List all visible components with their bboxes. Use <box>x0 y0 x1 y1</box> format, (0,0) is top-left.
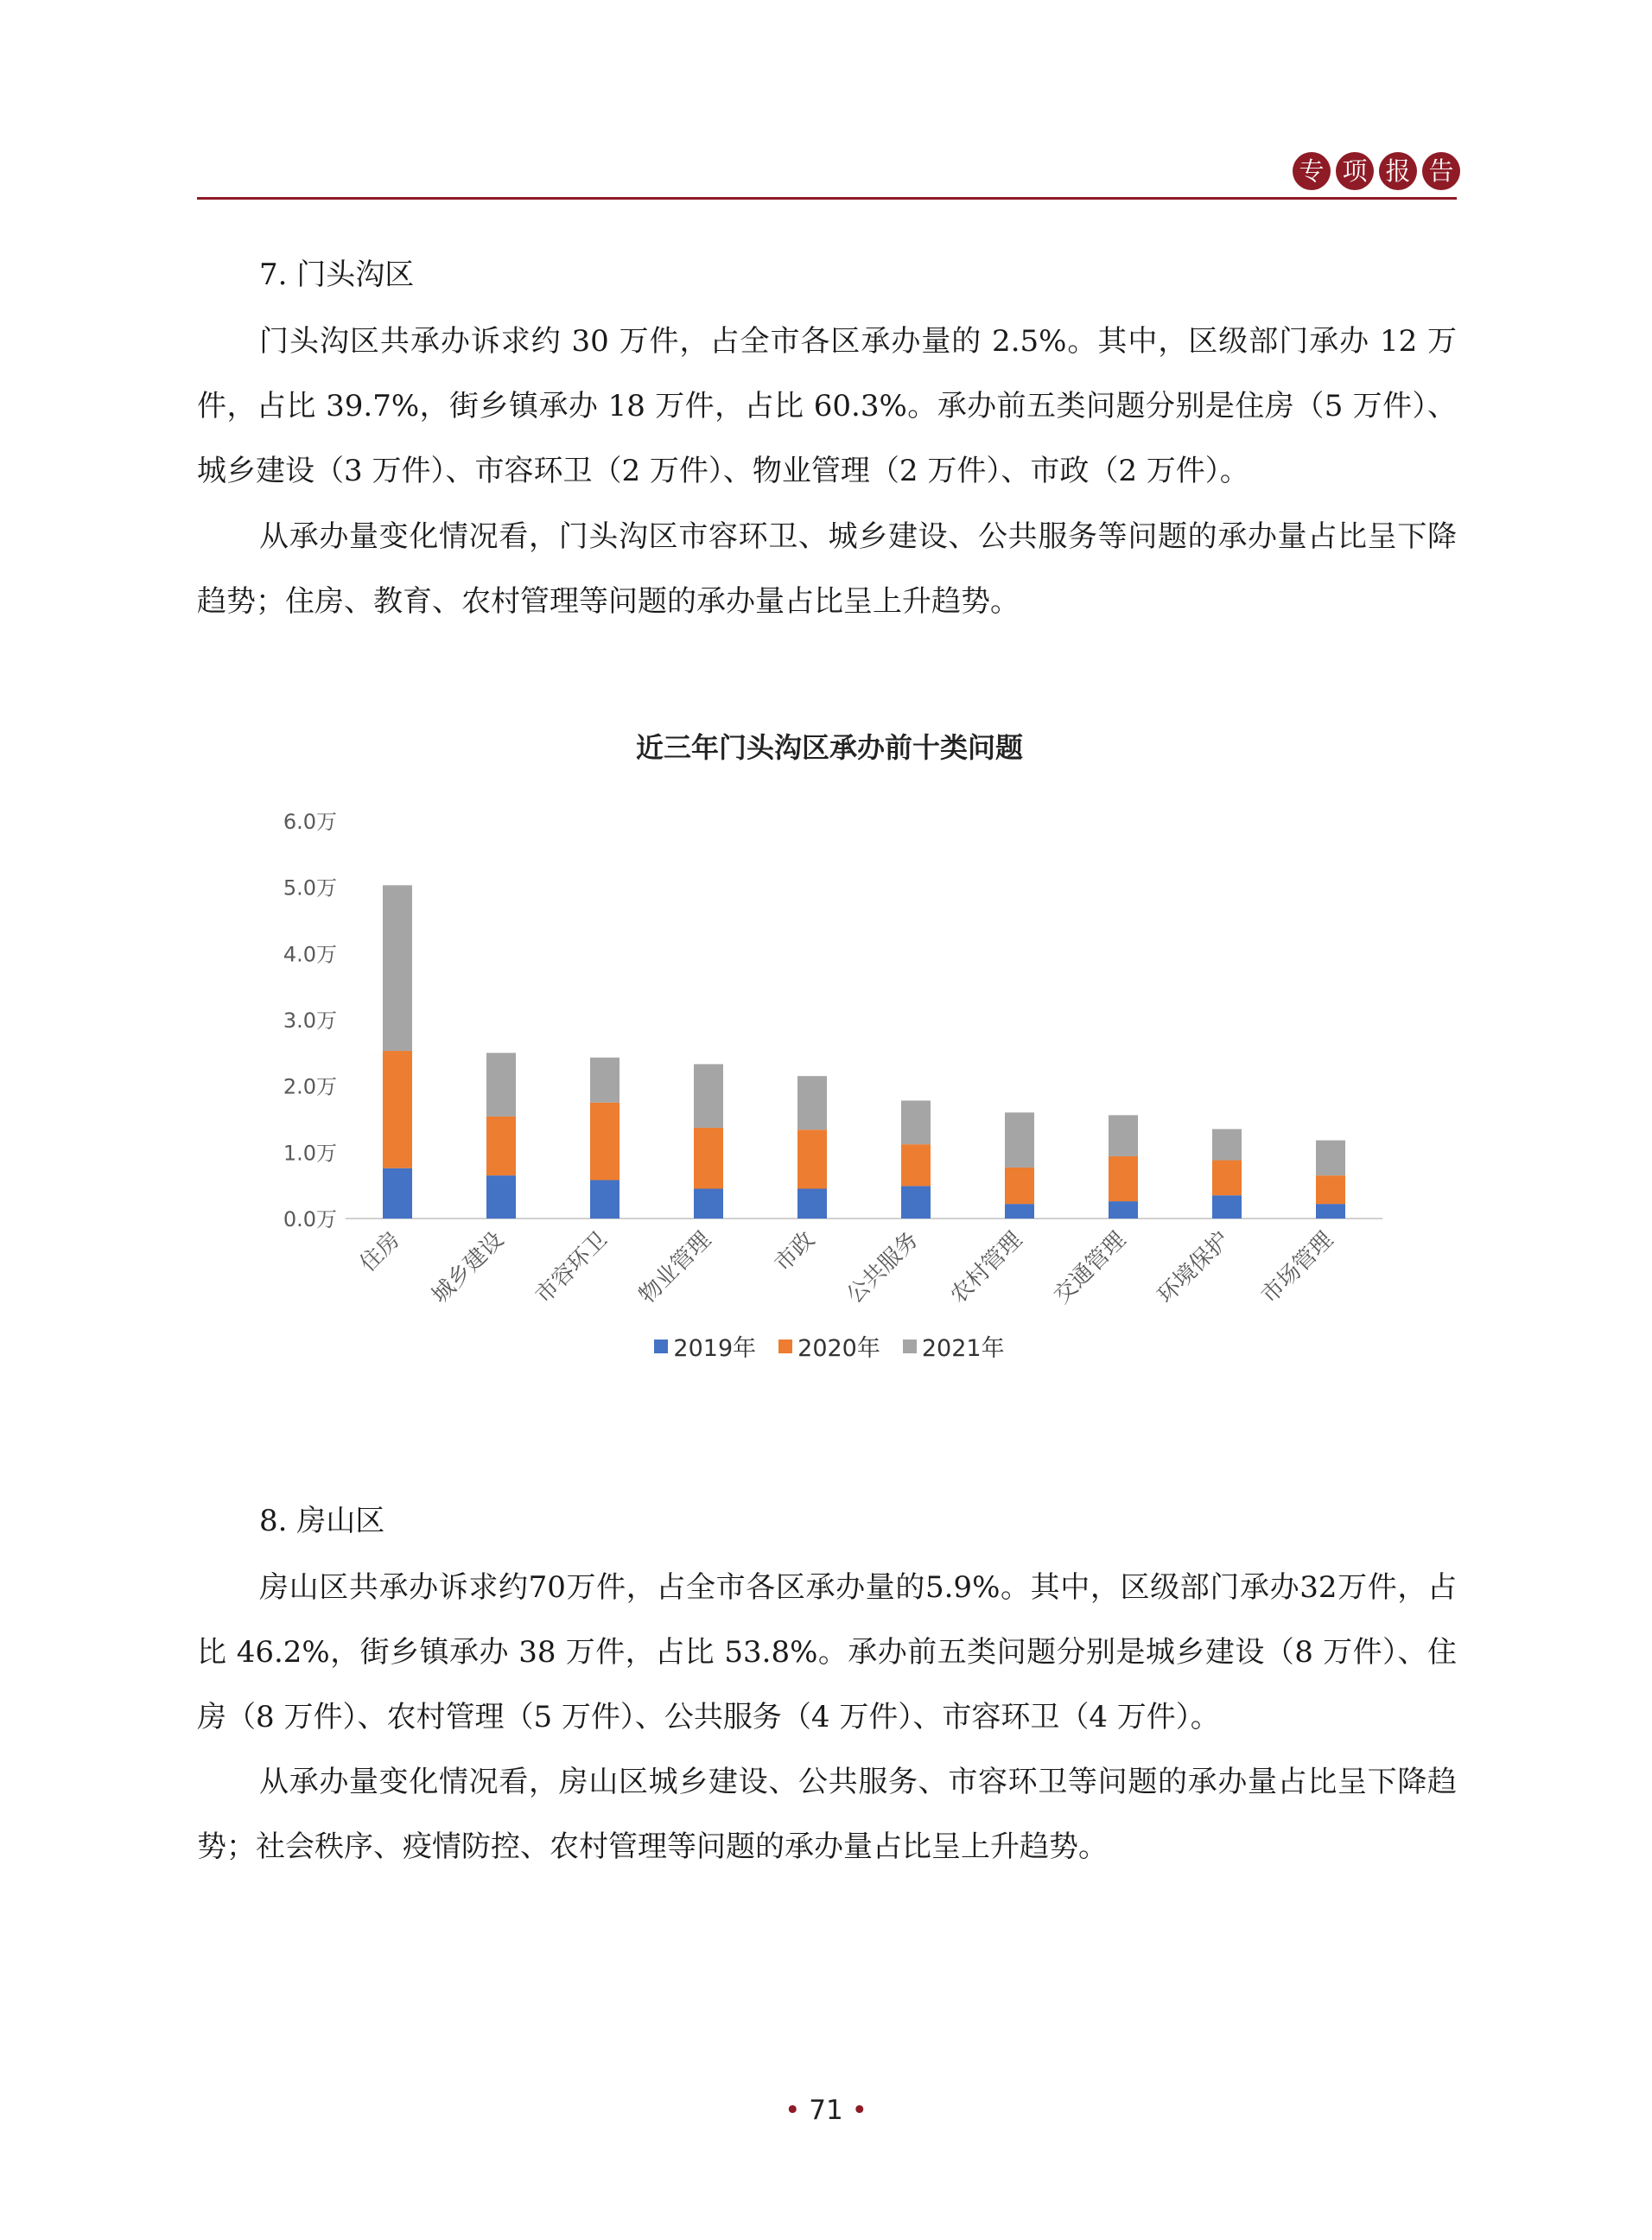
section-badge-char: 专 <box>1293 152 1331 190</box>
section-8-paragraph-1: 房山区共承办诉求约70万件，占全市各区承办量的5.9%。其中，区级部门承办32万件，占比 46.2%，街乡镇承办 38 万件，占比 53.8%。承办前五类问题分别是城乡建设（8 万件）、住房（8 万件）、农村管理（5 万件）、公共服务（4 万件）、市容环卫（4 万件）。 <box>197 1570 1457 1734</box>
x-tick-label: 物业管理 <box>634 1226 716 1309</box>
bar-segment <box>1005 1112 1034 1168</box>
bar-segment <box>1316 1141 1345 1176</box>
y-tick-label: 6.0万 <box>283 810 337 834</box>
y-tick-label: 3.0万 <box>283 1009 337 1033</box>
bar-segment <box>1316 1175 1345 1204</box>
section-7-title: 7. 门头沟区 <box>259 258 415 292</box>
section-badge-char: 项 <box>1336 152 1374 190</box>
bar-segment <box>1109 1201 1138 1219</box>
legend-swatch-2021 <box>903 1340 917 1353</box>
header-rule <box>197 197 1457 200</box>
bar-segment <box>901 1144 931 1186</box>
section-badge-char: 报 <box>1379 152 1417 190</box>
bar-segment <box>590 1103 620 1180</box>
bar-segment <box>1109 1156 1138 1201</box>
legend-label-2021: 2021年 <box>921 1335 1005 1362</box>
page-number-dot-left: • <box>785 2095 801 2126</box>
bar-segment <box>590 1180 620 1219</box>
page-number <box>0 2095 1652 2126</box>
y-tick-label: 2.0万 <box>283 1074 337 1099</box>
y-tick-label: 1.0万 <box>283 1141 337 1166</box>
bar-segment <box>797 1189 827 1219</box>
x-tick-label: 市容环卫 <box>531 1226 613 1309</box>
bar-segment <box>383 1168 412 1219</box>
bar-segment <box>797 1130 827 1188</box>
x-tick-label: 市政 <box>769 1226 820 1277</box>
x-tick-label: 公共服务 <box>842 1226 924 1309</box>
legend-item-2019 <box>654 1329 756 1363</box>
bar-segment <box>694 1128 723 1189</box>
bar-segment <box>694 1189 723 1219</box>
x-tick-label: 环境保护 <box>1153 1226 1235 1309</box>
section-8-title: 8. 房山区 <box>259 1504 385 1538</box>
bar-segment <box>486 1175 516 1219</box>
bar-segment <box>901 1186 931 1219</box>
legend-swatch-2019 <box>654 1340 668 1353</box>
x-tick-label: 住房 <box>354 1226 405 1277</box>
bar-segment <box>383 885 412 1051</box>
bar-segment <box>1005 1204 1034 1219</box>
bar-segment <box>1109 1115 1138 1156</box>
legend-item-2020 <box>778 1329 880 1363</box>
section-7-paragraph-2: 从承办量变化情况看，门头沟区市容环卫、城乡建设、公共服务等问题的承办量占比呈下降趋势；住房、教育、农村管理等问题的承办量占比呈上升趋势。 <box>197 519 1457 619</box>
bar-segment <box>383 1051 412 1168</box>
chart-plot <box>259 709 1400 1391</box>
chart-title: 近三年门头沟区承办前十类问题 <box>635 731 1023 764</box>
bar-segment <box>1212 1161 1242 1196</box>
bar-segment <box>797 1076 827 1130</box>
y-tick-label: 0.0万 <box>283 1207 337 1231</box>
y-tick-label: 4.0万 <box>283 942 337 967</box>
bar-segment <box>486 1117 516 1175</box>
x-tick-label: 农村管理 <box>945 1226 1027 1309</box>
section-7-paragraph-1: 门头沟区共承办诉求约 30 万件，占全市各区承办量的 2.5%。其中，区级部门承办 12 万件，占比 39.7%，街乡镇承办 18 万件，占比 60.3%。承办前五类问题分别是住房（5 万件）、城乡建设（3 万件）、市容环卫（2 万件）、物业管理（2 万件）、市政（2 万件）。 <box>197 324 1457 488</box>
stacked-bar-chart <box>259 709 1400 1391</box>
section-8-paragraph-2: 从承办量变化情况看，房山区城乡建设、公共服务、市容环卫等问题的承办量占比呈下降趋势；社会秩序、疫情防控、农村管理等问题的承办量占比呈上升趋势。 <box>197 1765 1457 1864</box>
x-tick-label: 城乡建设 <box>427 1226 509 1309</box>
bar-segment <box>590 1058 620 1103</box>
legend-item-2021 <box>903 1329 1005 1363</box>
y-tick-label: 5.0万 <box>283 875 337 900</box>
x-tick-label: 交通管理 <box>1049 1226 1131 1309</box>
bar-segment <box>1005 1168 1034 1204</box>
chart-legend <box>259 1329 1400 1363</box>
legend-label-2019: 2019年 <box>673 1335 757 1362</box>
page-number-value: 71 <box>809 2095 843 2126</box>
bar-segment <box>1212 1130 1242 1161</box>
bar-segment <box>1316 1204 1345 1219</box>
bar-segment <box>1212 1195 1242 1219</box>
bar-segment <box>486 1053 516 1117</box>
x-tick-label: 市场管理 <box>1256 1226 1338 1309</box>
bar-segment <box>901 1101 931 1145</box>
bar-segment <box>694 1064 723 1128</box>
section-badge-group <box>1293 152 1460 190</box>
page-number-dot-right: • <box>851 2095 867 2126</box>
legend-label-2020: 2020年 <box>797 1335 880 1362</box>
legend-swatch-2020 <box>778 1340 792 1353</box>
section-badge-char: 告 <box>1422 152 1460 190</box>
